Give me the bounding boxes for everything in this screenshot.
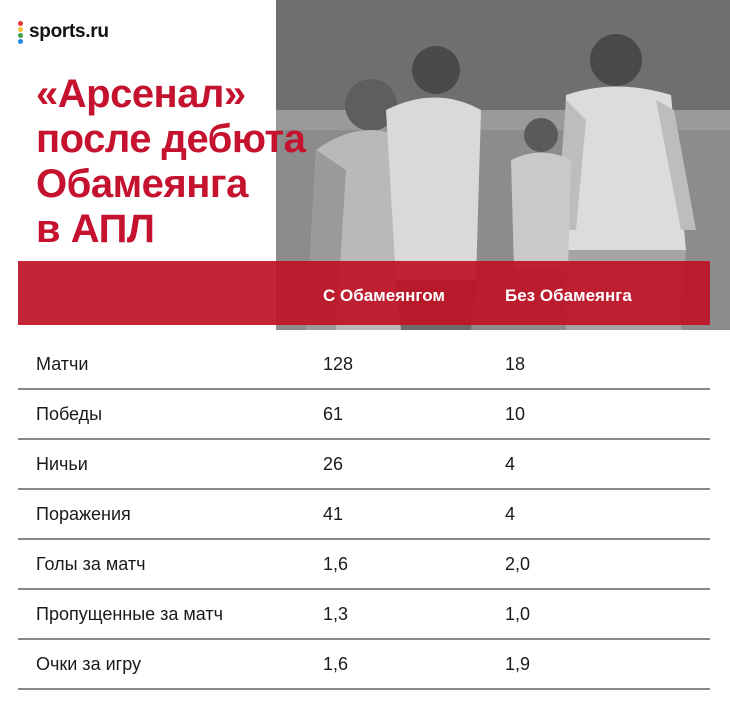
row-label: Ничьи [36, 454, 88, 474]
table-row [18, 540, 710, 590]
row-label: Пропущенные за матч [36, 604, 224, 624]
value-without: 1,9 [505, 654, 531, 674]
value-without: 1,0 [505, 604, 531, 624]
logo-dot [18, 27, 23, 32]
row-label: Поражения [36, 504, 131, 524]
value-without: 4 [505, 454, 516, 474]
table-row [18, 340, 710, 390]
value-without: 4 [505, 504, 516, 524]
headline-line: после дебюта [36, 117, 306, 161]
value-with: 61 [323, 404, 344, 424]
logo-dot [18, 21, 23, 26]
headline-line: Обамеянга [36, 162, 248, 206]
value-with: 1,6 [323, 654, 349, 674]
value-with: 1,6 [323, 554, 349, 574]
stats-table [18, 340, 710, 690]
value-with: 41 [323, 504, 344, 524]
logo-dots-icon [18, 21, 23, 44]
value-without: 2,0 [505, 554, 531, 574]
logo-dot [18, 33, 23, 38]
table-row [18, 590, 710, 640]
logo-dot [18, 39, 23, 44]
table-row [18, 390, 710, 440]
value-with: 26 [323, 454, 344, 474]
column-header-without: Без Обамеянга [505, 286, 632, 305]
value-without: 18 [505, 354, 526, 374]
logo-text: sports.ru [29, 21, 109, 42]
value-with: 128 [323, 354, 354, 374]
value-with: 1,3 [323, 604, 349, 624]
headline-line: в АПЛ [36, 207, 155, 251]
column-header-with: С Обамеянгом [323, 286, 445, 305]
sports-ru-logo [18, 20, 109, 44]
table-row [18, 440, 710, 490]
table-row [18, 490, 710, 540]
row-label: Голы за матч [36, 554, 146, 574]
row-label: Победы [36, 404, 103, 424]
value-without: 10 [505, 404, 526, 424]
table-row [18, 640, 710, 690]
headline [36, 72, 305, 252]
row-label: Очки за игру [36, 654, 142, 674]
headline-line: «Арсенал» [36, 72, 246, 116]
row-label: Матчи [36, 354, 89, 374]
